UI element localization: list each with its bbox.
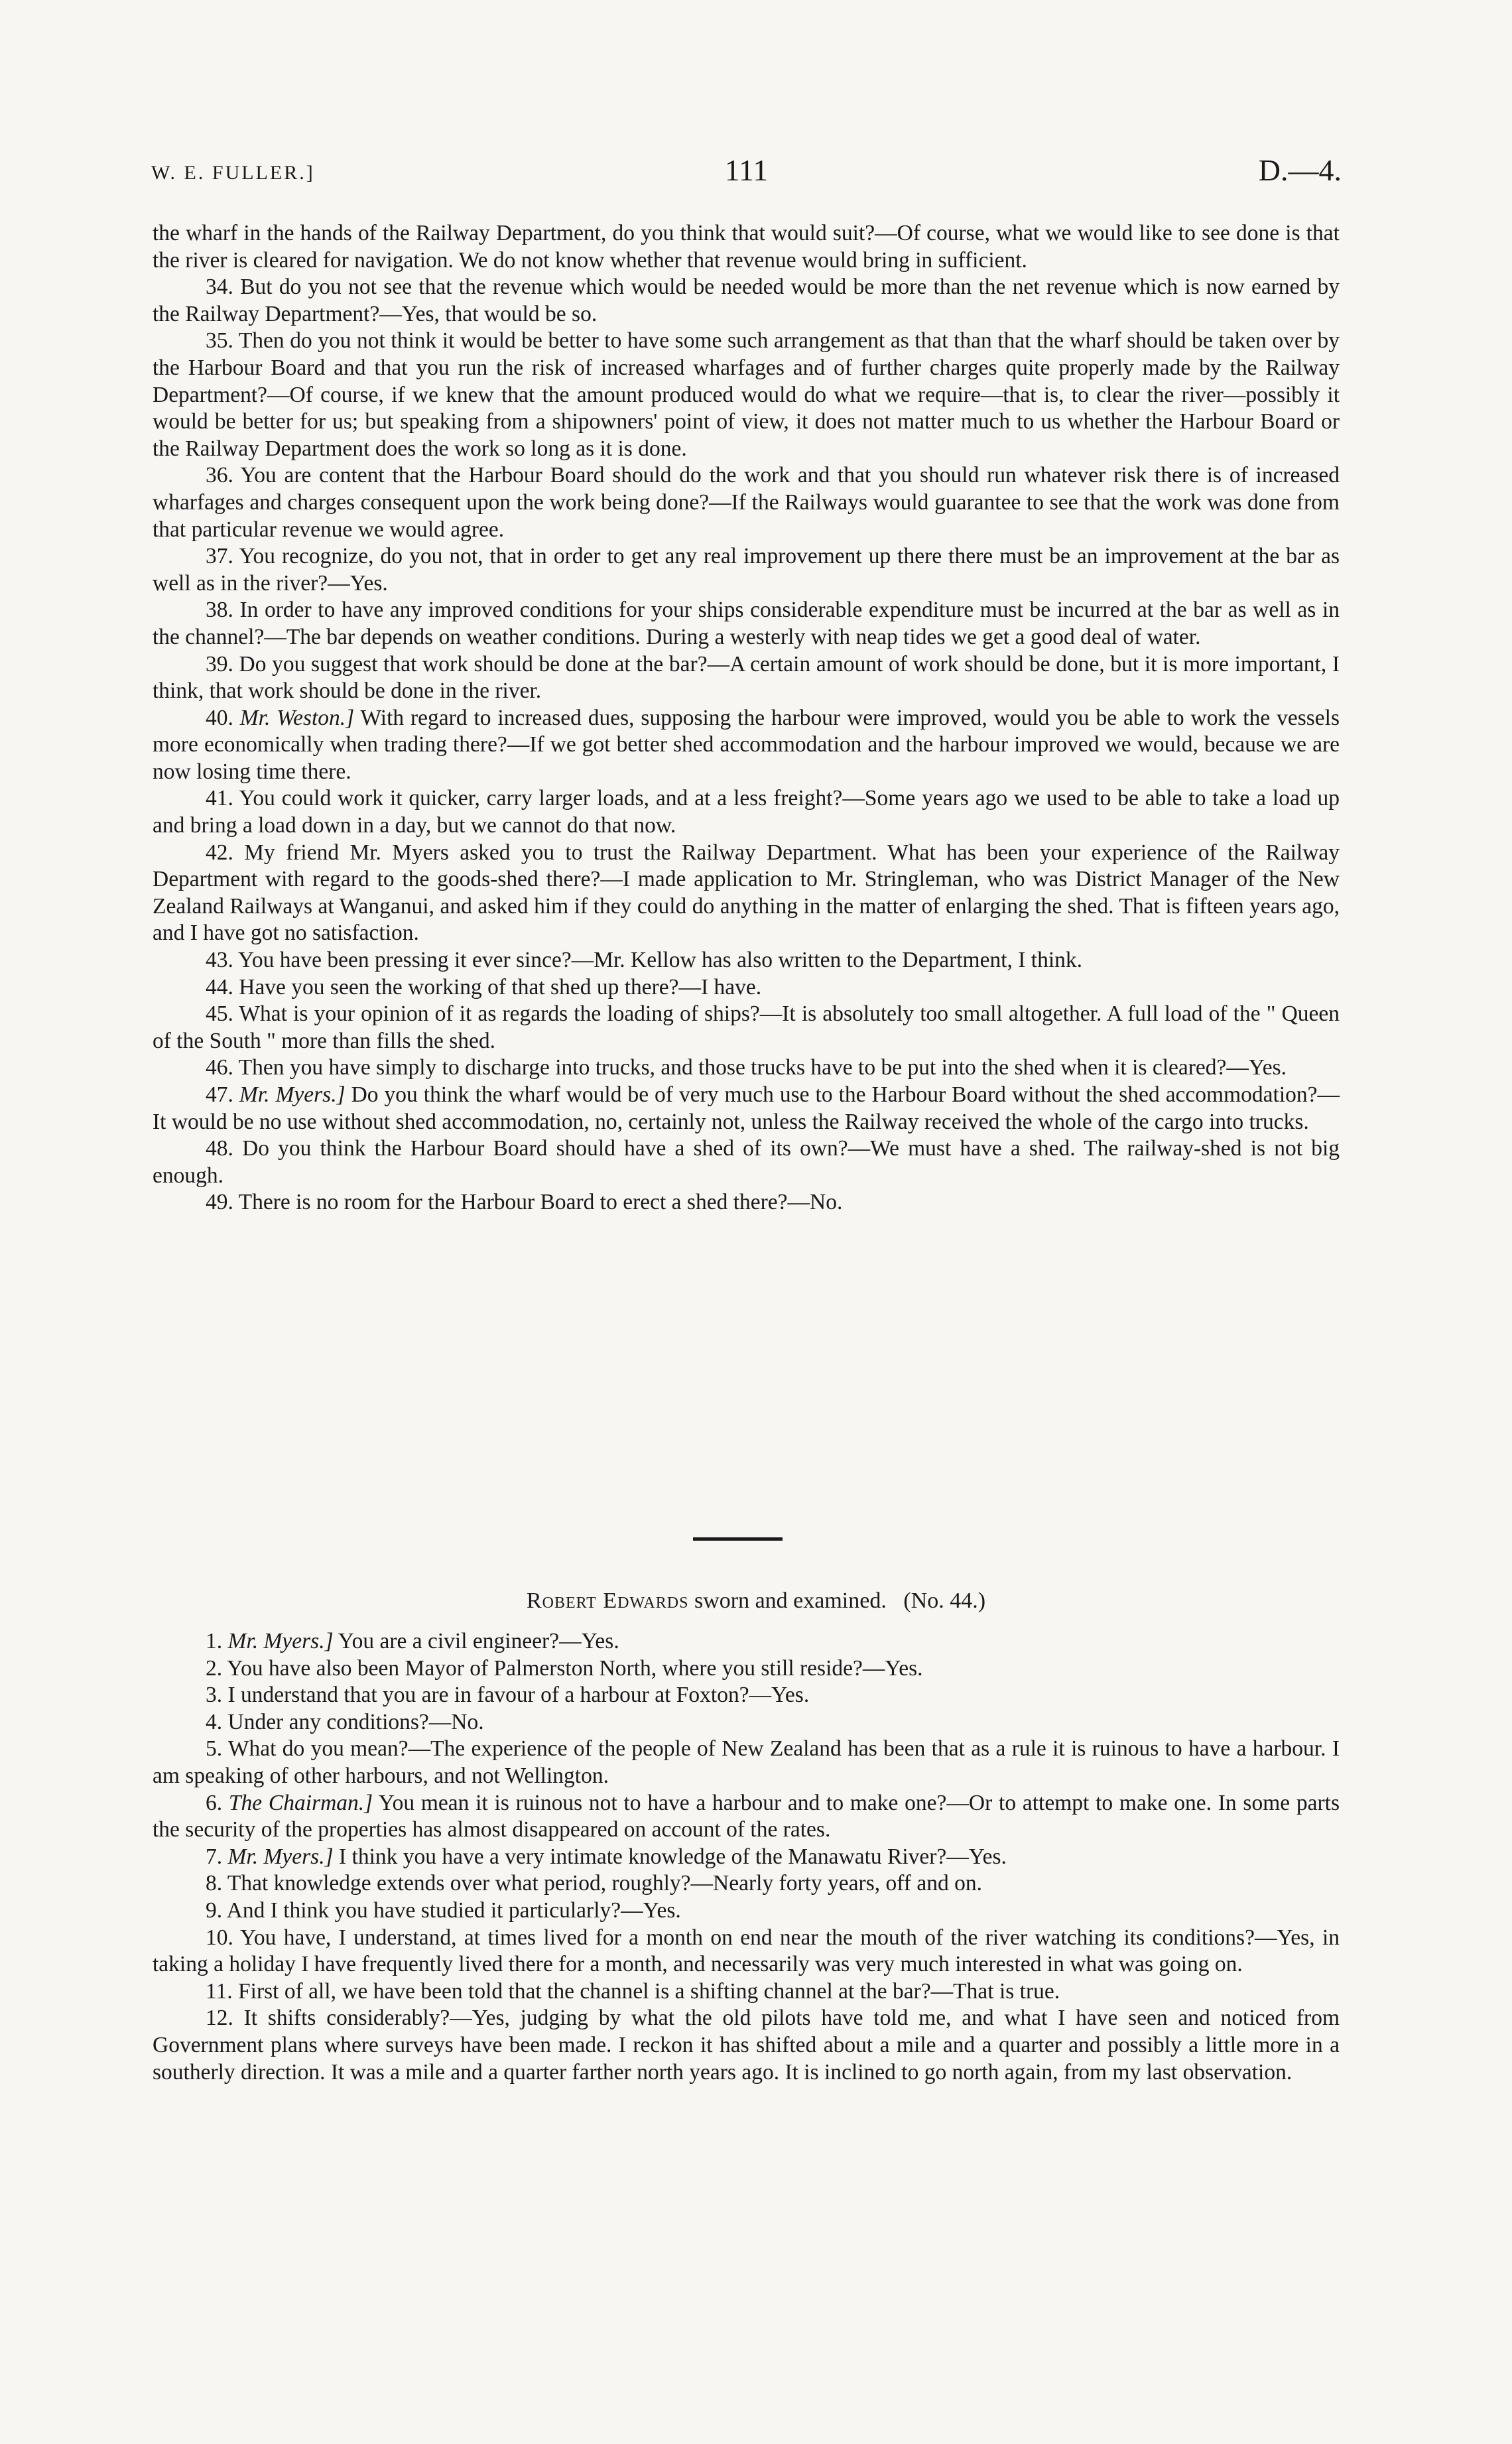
question-number: 42. bbox=[206, 840, 233, 865]
speaker-label: Mr. Weston.] bbox=[239, 705, 355, 730]
question-text: In order to have any improved conditions for your ships considerable expenditure must be incurred at the bar as well as in the channel?—The bar depends on weather conditions. During a westerly with neap tides we get a good deal of water. bbox=[153, 598, 1340, 649]
speaker-label: Mr. Myers.] bbox=[227, 1844, 334, 1869]
question-paragraph bbox=[153, 1709, 1340, 1736]
speaker-label: Mr. Myers.] bbox=[227, 1629, 334, 1653]
question-number: 10. bbox=[206, 1925, 233, 1950]
question-text: My friend Mr. Myers asked you to trust the Railway Department. What has been your experience of the Railway Department with regard to the goods-shed there?—I made application to Mr. Stringleman, who was District Manager of the New Zealand Railways at Wanganui, and asked him if they could do anything in the matter of enlarging the shed. That is fifteen years ago, and I have got no satisfaction. bbox=[153, 840, 1340, 946]
question-paragraph bbox=[153, 1870, 1340, 1897]
question-number: 35. bbox=[206, 328, 233, 354]
witness-name: Robert Edwards bbox=[526, 1588, 689, 1613]
question-paragraph bbox=[153, 1790, 1340, 1844]
testimony-section-edwards bbox=[153, 1628, 1340, 2086]
question-number: 4. bbox=[206, 1709, 223, 1734]
question-paragraph bbox=[153, 462, 1340, 543]
question-number: 39. bbox=[206, 651, 233, 676]
question-paragraph bbox=[153, 1135, 1340, 1189]
question-text: You have been pressing it ever since?—Mr. Kellow has also written to the Department, I think. bbox=[238, 948, 1083, 973]
question-number: 1. bbox=[206, 1629, 223, 1653]
witness-running-head: W. E. FULLER.] bbox=[151, 162, 315, 184]
witness-sworn-text: sworn and examined. bbox=[694, 1588, 887, 1613]
question-paragraph bbox=[153, 2005, 1340, 2086]
question-number: 44. bbox=[206, 974, 233, 999]
question-paragraph bbox=[153, 1055, 1340, 1082]
question-paragraph bbox=[153, 1925, 1340, 1978]
question-number: 3. bbox=[206, 1683, 223, 1708]
question-number: 41. bbox=[206, 786, 233, 811]
question-text: You are a civil engineer?—Yes. bbox=[338, 1629, 619, 1653]
question-text: What is your opinion of it as regards the loading of ships?—It is absolutely too small altogether. A full load of the " Queen of the South " more than fills the shed. bbox=[153, 1001, 1340, 1053]
question-text: I think you have a very intimate knowledge of the Manawatu River?—Yes. bbox=[338, 1844, 1007, 1869]
question-text: You mean it is ruinous not to have a harbour and to make one?—Or to attempt to make one. In some parts the security of the properties has almost disappeared on account of the rates. bbox=[153, 1790, 1340, 1842]
question-paragraph bbox=[153, 1897, 1340, 1925]
question-paragraph bbox=[153, 1655, 1340, 1683]
speaker-label: Mr. Myers.] bbox=[239, 1082, 346, 1107]
question-paragraph bbox=[153, 1736, 1340, 1789]
question-text: Do you think the Harbour Board should have a shed of its own?—We must have a shed. The railway-shed is not big enough. bbox=[153, 1136, 1340, 1188]
question-text: There is no room for the Harbour Board to erect a shed there?—No. bbox=[238, 1190, 843, 1215]
question-text: What do you mean?—The experience of the people of New Zealand has been that as a rule it is ruinous to have a harbour. I am speaking of other harbours, and not Wellington. bbox=[153, 1736, 1340, 1788]
page-header bbox=[151, 153, 1342, 192]
question-paragraph bbox=[153, 1189, 1340, 1216]
witness-heading bbox=[0, 1588, 1512, 1614]
question-paragraph bbox=[153, 597, 1340, 651]
question-text: You could work it quicker, carry larger loads, and at a less freight?—Some years ago we used to be able to take a load up and bring a load down in a day, but we cannot do that now. bbox=[153, 786, 1340, 838]
testimony-section-fuller bbox=[153, 220, 1340, 1216]
question-text: I understand that you are in favour of a harbour at Foxton?—Yes. bbox=[227, 1683, 810, 1708]
question-text: You are content that the Harbour Board should do the work and that you should run whatever risk there is of increased wharfages and charges consequent upon the work being done?—If the Railways would guarantee to see that the work was done from that particular revenue we would agree. bbox=[153, 463, 1340, 542]
question-text: First of all, we have been told that the channel is a shifting channel at the bar?—That is true. bbox=[238, 1978, 1060, 2004]
question-paragraph bbox=[153, 1082, 1340, 1135]
question-text: Under any conditions?—No. bbox=[227, 1709, 484, 1734]
question-text: Then do you not think it would be better to have some such arrangement as that than that the wharf should be taken over by the Harbour Board and that you run the risk of increased wharfages and of further charges quite properly made by the Railway Department?—Of course, if we knew that the amount produced would do what we require—that is, to clear the river—possibly it would be better for us; but speaking from a shipowners' point of view, it does not matter much to us whether the Harbour Board or the Railway Department does the work so long as it is done. bbox=[153, 328, 1340, 461]
question-number: 2. bbox=[206, 1655, 223, 1681]
question-number: 9. bbox=[206, 1897, 223, 1923]
question-number: 37. bbox=[206, 544, 233, 569]
question-paragraph bbox=[153, 1001, 1340, 1055]
question-text: Do you suggest that work should be done at the bar?—A certain amount of work should be done, but it is more important, I think, that work should be done in the river. bbox=[153, 651, 1340, 704]
question-paragraph bbox=[153, 840, 1340, 947]
question-number: 11. bbox=[206, 1978, 233, 2004]
question-number: 12. bbox=[206, 2006, 233, 2031]
question-number: 43. bbox=[206, 948, 233, 973]
question-text: You have, I understand, at times lived for a month on end near the mouth of the river watching its conditions?—Yes, in taking a holiday I have frequently lived there for a month, and necessarily was very much interested in what was going on. bbox=[153, 1925, 1340, 1977]
page-number: 111 bbox=[724, 153, 769, 187]
question-number: 6. bbox=[206, 1790, 223, 1815]
question-text: Then you have simply to discharge into trucks, and those trucks have to be put into the shed when it is cleared?—Yes. bbox=[238, 1055, 1287, 1080]
document-reference: D.—4. bbox=[1258, 153, 1342, 187]
question-paragraph bbox=[153, 974, 1340, 1001]
question-number: 48. bbox=[206, 1136, 233, 1161]
question-text: Have you seen the working of that shed up there?—I have. bbox=[239, 974, 762, 999]
question-number: 49. bbox=[206, 1190, 233, 1215]
question-number: 46. bbox=[206, 1055, 233, 1080]
section-divider bbox=[693, 1537, 783, 1541]
question-paragraph bbox=[153, 220, 1340, 274]
question-paragraph bbox=[153, 274, 1340, 328]
question-number: 45. bbox=[206, 1001, 233, 1027]
question-number: 34. bbox=[206, 275, 233, 300]
question-text: And I think you have studied it particularly?—Yes. bbox=[226, 1897, 681, 1923]
question-paragraph bbox=[153, 947, 1340, 974]
question-paragraph bbox=[153, 705, 1340, 786]
question-number: 36. bbox=[206, 463, 233, 488]
question-paragraph bbox=[153, 651, 1340, 705]
question-paragraph bbox=[153, 543, 1340, 597]
question-number: 40. bbox=[206, 705, 233, 730]
question-paragraph bbox=[153, 1844, 1340, 1871]
witness-number: (No. 44.) bbox=[903, 1588, 986, 1613]
question-number: 47. bbox=[206, 1082, 233, 1107]
question-text: Do you think the wharf would be of very much use to the Harbour Board without the shed accommodation?—It would be no use without shed accommodation, no, certainly not, unless the Railway received the whole of the cargo into trucks. bbox=[153, 1082, 1340, 1134]
question-text: That knowledge extends over what period, roughly?—Nearly forty years, off and on. bbox=[227, 1871, 982, 1896]
question-text: But do you not see that the revenue which would be needed would be more than the net revenue which is now earned by the Railway Department?—Yes, that would be so. bbox=[153, 275, 1340, 326]
speaker-label: The Chairman.] bbox=[228, 1790, 373, 1815]
question-paragraph bbox=[153, 785, 1340, 839]
question-text: You recognize, do you not, that in order to get any real improvement up there there must be an improvement at the bar as well as in the river?—Yes. bbox=[153, 544, 1340, 596]
question-paragraph bbox=[153, 1628, 1340, 1655]
question-paragraph bbox=[153, 328, 1340, 462]
question-paragraph bbox=[153, 1978, 1340, 2006]
question-text: It shifts considerably?—Yes, judging by what the old pilots have told me, and what I have seen and noticed from Government plans where surveys have been made. I reckon it has shifted about a mile and a quarter and possibly a little more in a southerly direction. It was a mile and a quarter farther north years ago. It is inclined to go north again, from my last observation. bbox=[153, 2006, 1340, 2085]
question-number: 38. bbox=[206, 598, 233, 623]
question-number: 7. bbox=[206, 1844, 223, 1869]
question-text: You have also been Mayor of Palmerston North, where you still reside?—Yes. bbox=[227, 1655, 923, 1681]
question-number: 8. bbox=[206, 1871, 223, 1896]
question-paragraph bbox=[153, 1682, 1340, 1709]
question-text: the wharf in the hands of the Railway Department, do you think that would suit?—Of course, what we would like to see done is that the river is cleared for navigation. We do not know whether that revenue would bring in sufficient. bbox=[153, 221, 1340, 273]
question-number: 5. bbox=[206, 1736, 223, 1762]
question-text: With regard to increased dues, supposing the harbour were improved, would you be able to work the vessels more economically when trading there?—If we got better shed accommodation and the harbour improved we would, because we are now losing time there. bbox=[153, 705, 1340, 784]
